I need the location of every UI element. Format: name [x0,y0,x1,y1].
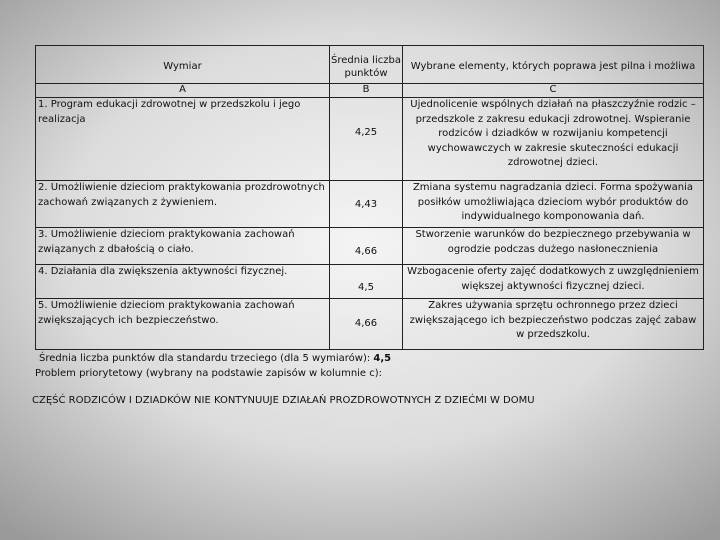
header-score-label: Średnia liczba punktów [331,54,401,79]
elements-text: Ujednolicenie wspólnych działań na płaszczyźnie rodzic – przedszkole z zakresu edukacji zdrowotnej. Wspieranie rodziców i dziadków w rozwijaniu kompetencji wychowawczych w zakresie skuteczności edukacji zdrowotnej dzieci. [410,99,696,168]
summary-average-line [35,352,391,367]
score-value: 4,43 [354,199,378,210]
dimension-cell [36,98,330,181]
score-value: 4,25 [354,127,378,138]
elements-cell [403,299,704,350]
elements-text: Stworzenie warunków do bezpiecznego przebywania w ogrodzie podczas dużego nasłonecznienia [415,229,691,255]
elements-text: Zmiana systemu nagradzania dzieci. Forma spożywania posiłków umożliwiająca dzieciom wybór produktów do indywidualnego komponowania dań. [412,182,694,222]
letter-b: B [330,84,403,98]
elements-text: Wzbogacenie oferty zajęć dodatkowych z uwzględnieniem większej aktywności fizycznej dzieci. [407,266,699,292]
dimension-text: 4. Działania dla zwiększenia aktywności fizycznej. [38,266,288,277]
score-cell [330,265,403,299]
header-score [330,46,403,84]
score-value: 4,66 [354,246,378,257]
elements-cell [403,265,704,299]
summary-block [35,352,391,381]
table-row [36,228,704,265]
evaluation-table [35,45,704,350]
dimension-text: 1. Program edukacji zdrowotnej w przedszkolu i jego realizacja [38,99,301,125]
table-row [36,299,704,350]
score-cell [330,181,403,228]
summary-average-label: Średnia liczba punktów dla standardu trzeciego (dla 5 wymiarów): [39,353,374,364]
dimension-text: 2. Umożliwienie dzieciom praktykowania prozdrowotnych zachowań związanych z żywieniem. [38,182,325,208]
score-value: 4,5 [358,282,374,293]
score-cell [330,98,403,181]
dimension-cell [36,181,330,228]
letter-c: C [403,84,704,98]
score-cell [330,299,403,350]
table-row [36,265,704,299]
table-row [36,181,704,228]
header-dimension [36,46,330,84]
header-dimension-label: Wymiar [163,61,202,72]
dimension-cell [36,265,330,299]
dimension-text: 5. Umożliwienie dzieciom praktykowania zachowań zwiększających ich bezpieczeństwo. [38,300,295,326]
score-value: 4,66 [354,318,378,329]
table-row [36,98,704,181]
score-cell [330,228,403,265]
priority-problem-text: CZĘŚĆ RODZICÓW I DZIADKÓW NIE KONTYNUUJE DZIAŁAŃ PROZDROWOTNYCH Z DZIEĆMI W DOMU [32,395,535,406]
elements-cell [403,228,704,265]
summary-priority-line: Problem priorytetowy (wybrany na podstawie zapisów w kolumnie c): [35,367,383,379]
dimension-text: 3. Umożliwienie dzieciom praktykowania zachowań związanych z dbałością o ciało. [38,229,295,255]
elements-cell [403,98,704,181]
dimension-cell [36,299,330,350]
dimension-cell [36,228,330,265]
elements-cell [403,181,704,228]
column-letters-row [36,84,704,98]
letter-a: A [36,84,330,98]
summary-average-value: 4,5 [373,353,392,364]
header-row [36,46,704,84]
header-elements [403,46,704,84]
header-elements-label: Wybrane elementy, których poprawa jest pilna i możliwa [410,61,696,72]
elements-text: Zakres używania sprzętu ochronnego przez dzieci zwiększającego ich bezpieczeństwo podczas zajęć zabaw w przedszkolu. [409,300,697,340]
